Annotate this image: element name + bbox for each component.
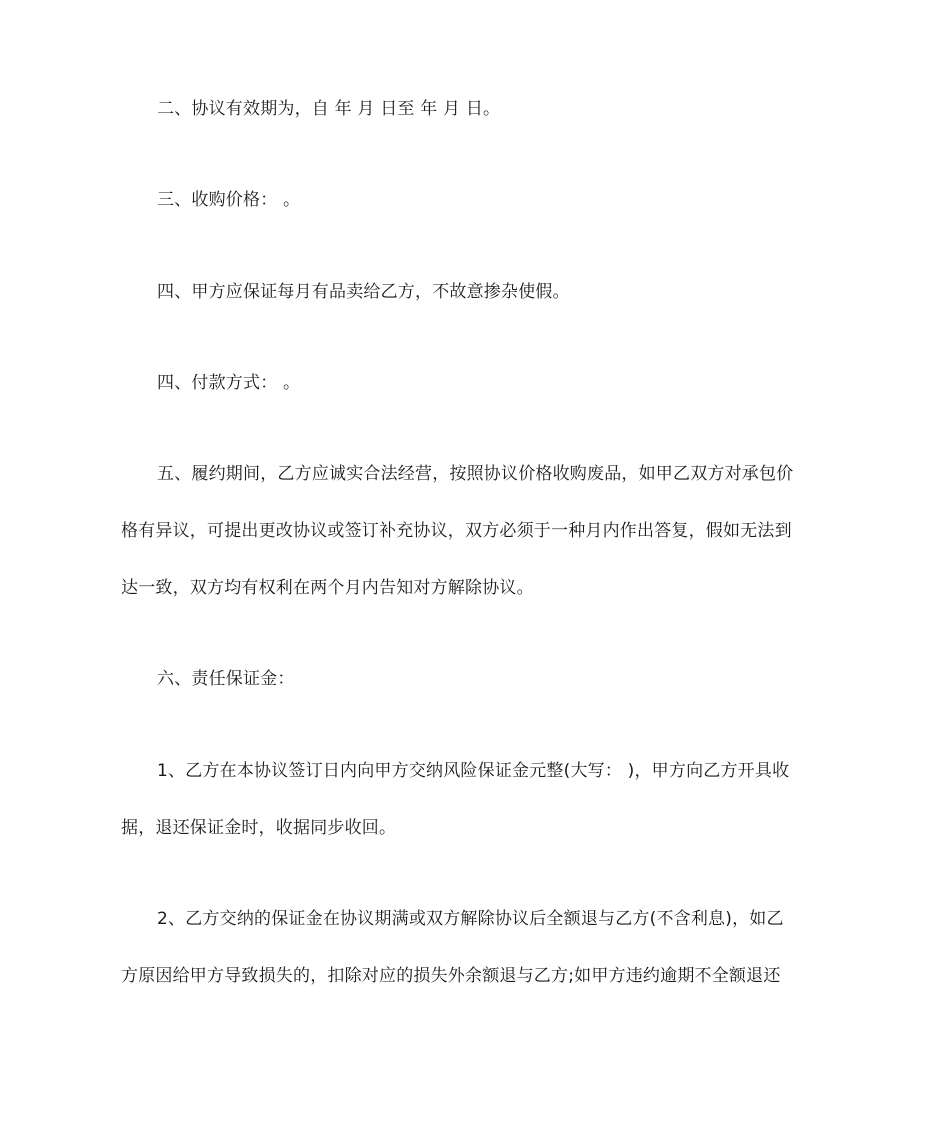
clause-5-line-3: 达一致，双方均有权利在两个月内告知对方解除协议。 (121, 578, 534, 598)
clause-3-price: 三、收购价格： 。 (157, 190, 301, 210)
clause-4-payment: 四、付款方式： 。 (157, 373, 301, 393)
clause-5-line-2: 格有异议，可提出更改协议或签订补充协议，双方必须于一种月内作出答复，假如无法到 (121, 521, 792, 541)
clause-5-line-1: 五、履约期间，乙方应诚实合法经营，按照协议价格收购废品，如甲乙双方对承包价 (157, 464, 794, 484)
clause-6-item-1-line-2: 据，退还保证金时，收据同步收回。 (121, 818, 397, 838)
clause-6-item-2-line-1: 2、乙方交纳的保证金在协议期满或双方解除协议后全额退与乙方(不含利息)，如乙 (157, 909, 784, 929)
clause-2-validity: 二、协议有效期为，自 年 月 日至 年 月 日。 (157, 99, 501, 119)
clause-6-item-2-line-2: 方原因给甲方导致损失的，扣除对应的损失外余额退与乙方;如甲方违约逾期不全额退还 (121, 966, 781, 986)
clause-4-supply: 四、甲方应保证每月有品卖给乙方，不故意掺杂使假。 (157, 282, 570, 302)
clause-6-deposit-heading: 六、责任保证金： (157, 669, 295, 689)
clause-6-item-1-line-1: 1、乙方在本协议签订日内向甲方交纳风险保证金元整(大写： )，甲方向乙方开具收 (157, 761, 790, 781)
